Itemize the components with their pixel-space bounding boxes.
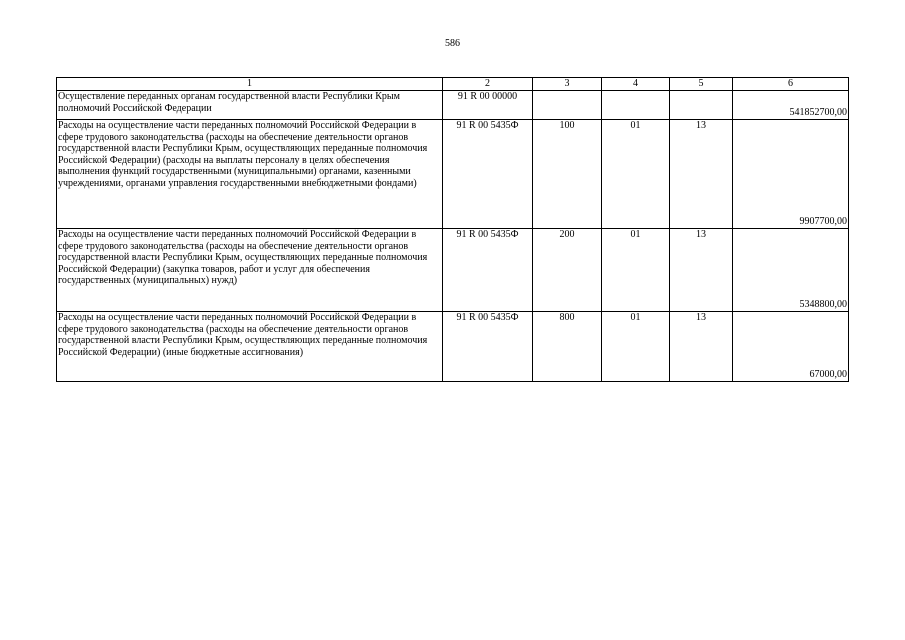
column-header: 6 [733, 78, 849, 91]
row-expense-type-cell: 200 [533, 229, 602, 312]
row-section-cell [602, 91, 670, 120]
row-name-cell: Расходы на осуществление части переданных полномочий Российской Федерации в сфере трудового законодательства (расходы на обеспечение деятельности органов государственной власти Республики Крым, осуществляющих переданные полномочия Российской Федерации) (закупка товаров, работ и услуг для обеспечения государственных (муниципальных) нужд) [57, 229, 443, 312]
row-expense-type-cell [533, 91, 602, 120]
table-row [57, 91, 849, 120]
table-row [57, 312, 849, 382]
row-subsection-cell: 13 [670, 229, 733, 312]
budget-table [56, 77, 849, 382]
row-expense-type-cell: 800 [533, 312, 602, 382]
column-header: 3 [533, 78, 602, 91]
column-header: 4 [602, 78, 670, 91]
row-code-cell: 91 R 00 00000 [443, 91, 533, 120]
row-code-cell: 91 R 00 5435Ф [443, 229, 533, 312]
column-header: 1 [57, 78, 443, 91]
row-section-cell: 01 [602, 229, 670, 312]
table-header-row [57, 78, 849, 91]
row-amount-cell: 9907700,00 [733, 120, 849, 229]
page-number: 586 [445, 38, 460, 49]
row-name-cell: Расходы на осуществление части переданных полномочий Российской Федерации в сфере трудового законодательства (расходы на обеспечение деятельности органов государственной власти Республики Крым, осуществляющих переданные полномочия Российской Федерации) (расходы на выплаты персоналу в целях обеспечения выполнения функций государственными (муниципальными) органами, казенными учреждениями, органами управления государственными внебюджетными фондами) [57, 120, 443, 229]
row-subsection-cell [670, 91, 733, 120]
row-code-cell: 91 R 00 5435Ф [443, 312, 533, 382]
row-amount-cell: 67000,00 [733, 312, 849, 382]
row-section-cell: 01 [602, 312, 670, 382]
column-header: 5 [670, 78, 733, 91]
row-amount-cell: 541852700,00 [733, 91, 849, 120]
row-name-cell: Осуществление переданных органам государственной власти Республики Крым полномочий Российской Федерации [57, 91, 443, 120]
table-row [57, 229, 849, 312]
column-header: 2 [443, 78, 533, 91]
row-subsection-cell: 13 [670, 312, 733, 382]
row-name-cell: Расходы на осуществление части переданных полномочий Российской Федерации в сфере трудового законодательства (расходы на обеспечение деятельности органов государственной власти Республики Крым, осуществляющих переданные полномочия Российской Федерации) (иные бюджетные ассигнования) [57, 312, 443, 382]
row-amount-cell: 5348800,00 [733, 229, 849, 312]
row-section-cell: 01 [602, 120, 670, 229]
row-subsection-cell: 13 [670, 120, 733, 229]
table-row [57, 120, 849, 229]
row-expense-type-cell: 100 [533, 120, 602, 229]
row-code-cell: 91 R 00 5435Ф [443, 120, 533, 229]
